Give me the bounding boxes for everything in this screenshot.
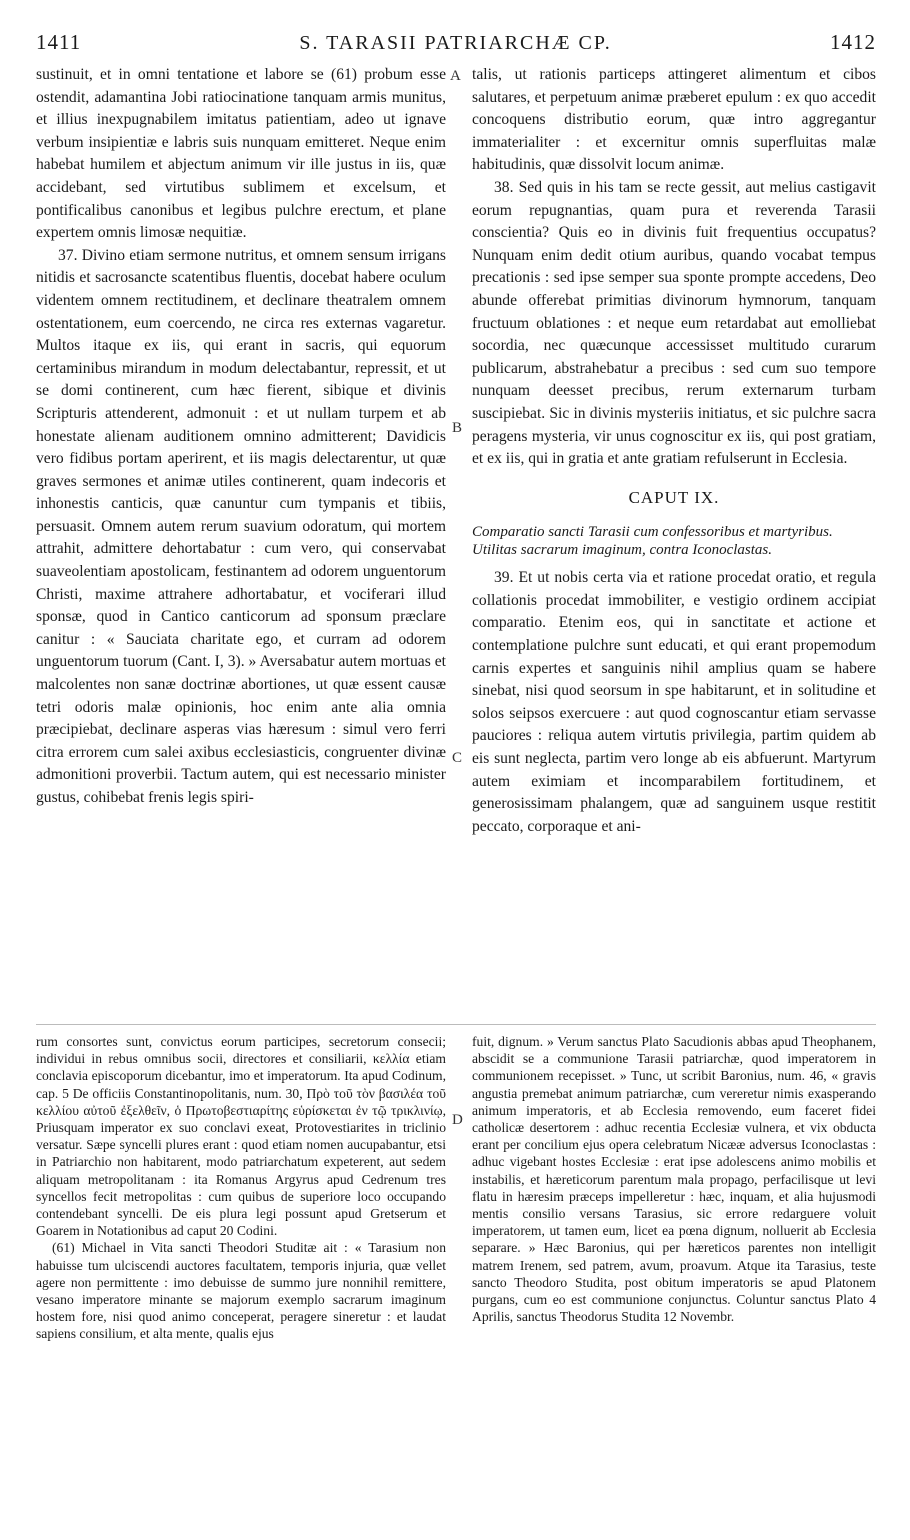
chapter-heading: CAPUT IX. [628,487,720,507]
right-footnotes [472,1033,876,1325]
footnote-continuation: rum consortes sunt, convictus eorum participes, secretorum consecii; individui in rebus omnibus socii, directores et consiliarii, κελλία etiam conclavia episcoporum dicebantur, imo et imperatorum. Ita apud Codinum, cap. 5 De officiis Constantinopolitanis, num. 30, Πρὸ τοῦ τὸν βασιλέα τοῦ κελλίου αὐτοῦ ἐξελθεῖν, ὁ Πρωτοβεστιαρίτης εὑρίσκεται ἐν τῷ τρικλινίῳ, Priusquam imperator ex suo conclavi exeat, Protovestiarites in triclinio versatur. Sæpe syncelli plures erant : quod etiam nomen aucupabantur, etsi in Patriarchio non habitarent, modo patriarchatum expeterent, aut sedem aliquam metropolitanam : ita Romanus Argyrus apud Cedrenum tres syncellos fecit metropolitas : cum quibus de superiore loco occupando contendebant syncelli. De eis plura legi possunt apud Gretserum et Goarem in Notationibus ad caput 20 Codini. [36,1034,446,1239]
running-header [36,30,876,60]
margin-letter-b: B [452,420,463,436]
margin-letter-c: C [452,750,463,766]
left-footnotes [36,1033,446,1343]
page-number-left: 1411 [36,30,82,54]
paragraph-37: 37. Divino etiam sermone nutritus, et omnem sensum irrigans nitidis et sacrosancte scatentibus fluentis, docebat habere oculum videntem omnem rectitudinem, et declinare theatralem omnem ostentationem, eum coercendo, ne circa res externas vagaretur. Multos itaque ex iis, qui erant in sacris, qui equorum certaminibus mirandum in modum delectabantur, repressit, et ut se domi continerent, cum hæc fierent, sibique et divinis Scripturis attenderent, admonuit : et ut nullam turpem et ab honestate alienam auditionem omnino admitterent; Davidicis vero fidibus portam aperirent, et iis magis delectarentur, ut quæ graves sermones et animæ utiles continerent, quam indecoris et inhonestis canticis, quæ canuntur cum tympanis et tibiis, persuasit. Omnem autem rerum suavium odoratum, qui mortem attrahit, admittere dehortabatur : cum vero, qui conservabat suaveolentiam apostolicam, festinantem ad odorem unguentorum Christi, maxime attrahere adhortabatur, et vociferari illud sponsæ, quod in Cantico canticorum ad sponsum præclare canitur : « Sauciata charitate ego, et curram ad odorem unguentorum tuorum (Cant. I, 3). » Aversabatur autem mortuas et malcolentes non sanæ doctrinæ abortiones, ut quæ essent causæ tetri odoris malæ opinionis, hoc enim ante alia omnia præcipiebat, declinare asperas vias hæresum : simul vero ferri citra errorem cum salei axibus ecclesiasticis, congruenter divinæ admonitioni proverbii. Tactum autem, qui est necessario minister gustus, cohibebat frenis legis spiri- [36,246,446,806]
paragraph-36-end: sustinuit, et in omni tentatione et labore se (61) probum esse ostendit, adamantina Jobi ratiocinatione tanquam armis munitus, et illius inexpugnabilem imitatus patientiam, adeo ut ignave verbum insipientiæ e labris suis nunquam emitteret. Neque enim habebat humilem et abjectum animum vir ille justus in iis, quæ accidebant, sed virtutibus sublimem et excelsum, et pontificalibus canonibus et legibus pulchre erectum, et plane expertem omnis limosæ nequitiæ. [36,66,446,242]
chapter-summary: Comparatio sancti Tarasii cum confessoribus et martyribus. Utilitas sacrarum imaginum, contra Iconoclastas. [472,524,833,559]
page-number-right: 1412 [829,30,876,54]
margin-letter-a: A [450,68,461,84]
paragraph-38: 38. Sed quis in his tam se recte gessit, aut melius castigavit eorum repugnantias, quam pura et reverenda Tarasii conscientia? Quis eo in divinis fuit frequentius occupatus? Nunquam enim dedit otium auribus, quando vocabat tempus precationis : sed ipse semper sua sponte prompte accedens, Deo abunde offerebat primitias divinorum hymnorum, tanquam fructuum oblationes : et neque eum retardabat aut emolliebat socordia, nec quæcunque accessisset multitudo curarum publicarum, abstrahebatur a precibus : sed cum suo tempore nunquam deesset precibus, rerum externarum turbam suscipiebat. Sic in divinis mysteriis initiatus, et sic pulchre sacra peragens mysteria, vir unus cognoscitur ex iis, qui post gratiam, et ex iis, qui in gratia et ante gratiam refulserunt in Ecclesia. [472,178,876,468]
running-title: S. TARASII PATRIARCHÆ CP. [299,32,612,54]
paragraph-continuation: talis, ut rationis particeps attingeret alimentum et cibos salutares, et perpetuum animæ præberet epulum : ex quo accedit concoquens distributio eorum, quæ intro aggregantur immaterialiter : et excernitur omnis superfluitas malæ habitudinis, quæ dissolvit locum animæ. [472,66,876,174]
right-column [472,64,876,838]
paragraph-39: 39. Et ut nobis certa via et ratione procedat oratio, et regula collationis procedat immobiliter, e vestigio ordinem accipiat comparatio. Etenim eos, qui in sanctitate et actione et contemplatione pulchre sunt educati, et qui erant propemodum carnis expertes et sanguinis nihil amplius quam se habere sinebat, nisi quod seorsum in spe habitarunt, et in solitudine et solos seipsos exercuere : aut quod cognoscantur etiam servasse pauciores : reliqua autem virtutis privilegia, partim quidem ab eis sunt neglecta, partim vero longe ab eis abfuerunt. Martyrum autem eximiam et incomparabilem fortitudinem, et generosissimam phalangem, quæ ad sanguinem usque restitit peccato, corporaque et ani- [472,569,876,835]
footnote-61-continuation: fuit, dignum. » Verum sanctus Plato Sacudionis abbas apud Theophanem, abscidit se a communione Tarasii patriarchæ, quod imperatorem in communionem recepisset. » Tunc, ut scribit Baronius, num. 46, « gravis angustia premebat animum patriarchæ, cum vereretur nimis exasperando animum imperatoris, et ab Ecclesia removendo, eum faceret fidei catholicæ desertorem : adhuc recentia Ecclesiæ vulnera, et vix obducta erant per concilium ejus opera celebratum Nicææ adversus Iconoclastas : adhuc vigebant hostes Ecclesiæ : erat ipse adolescens animo mobilis et instabilis, et hæreticorum parentum mala propago, perfacilisque ut levi flatu in hæresim præceps impelleretur : hæc, inquam, et alia hujusmodi mentis consilio versans Tarasius, sic errore redarguere voluit imperatorem, ut tamen eum, licet ea pœna dignum, nolluerit ab Ecclesia separare. » Hæc Baronius, qui per hæreticos parentes non intelligit matrem Irenem, sed patrem, avum, proavum. Atque ita Tarasius, teste sancto Theodoro Studita, post obitum imperatoris se apud Platonem purgans, cum eo est communione conjunctus. Coluntur sanctus Plato 4 Aprilis, sanctus Theodorus Studita 12 Novembr. [472,1034,876,1325]
footnote-61: (61) Michael in Vita sancti Theodori Studitæ ait : « Tarasium non habuisse tum ulciscendi auctores facultatem, temporis injuria, quæ vellet agere non permittente : imo debuisse de summo jure nonnihil remittere, vesano imperatore minante se majorum exemplo sacrarum imaginum hostem fore, nisi quod animo conceperat, peragere sineretur : et laudat sapiens consilium, et alta mente, qualis ejus [36,1240,446,1342]
margin-letter-d: D [452,1112,463,1128]
left-column [36,64,446,810]
footnote-separator [36,1024,876,1025]
